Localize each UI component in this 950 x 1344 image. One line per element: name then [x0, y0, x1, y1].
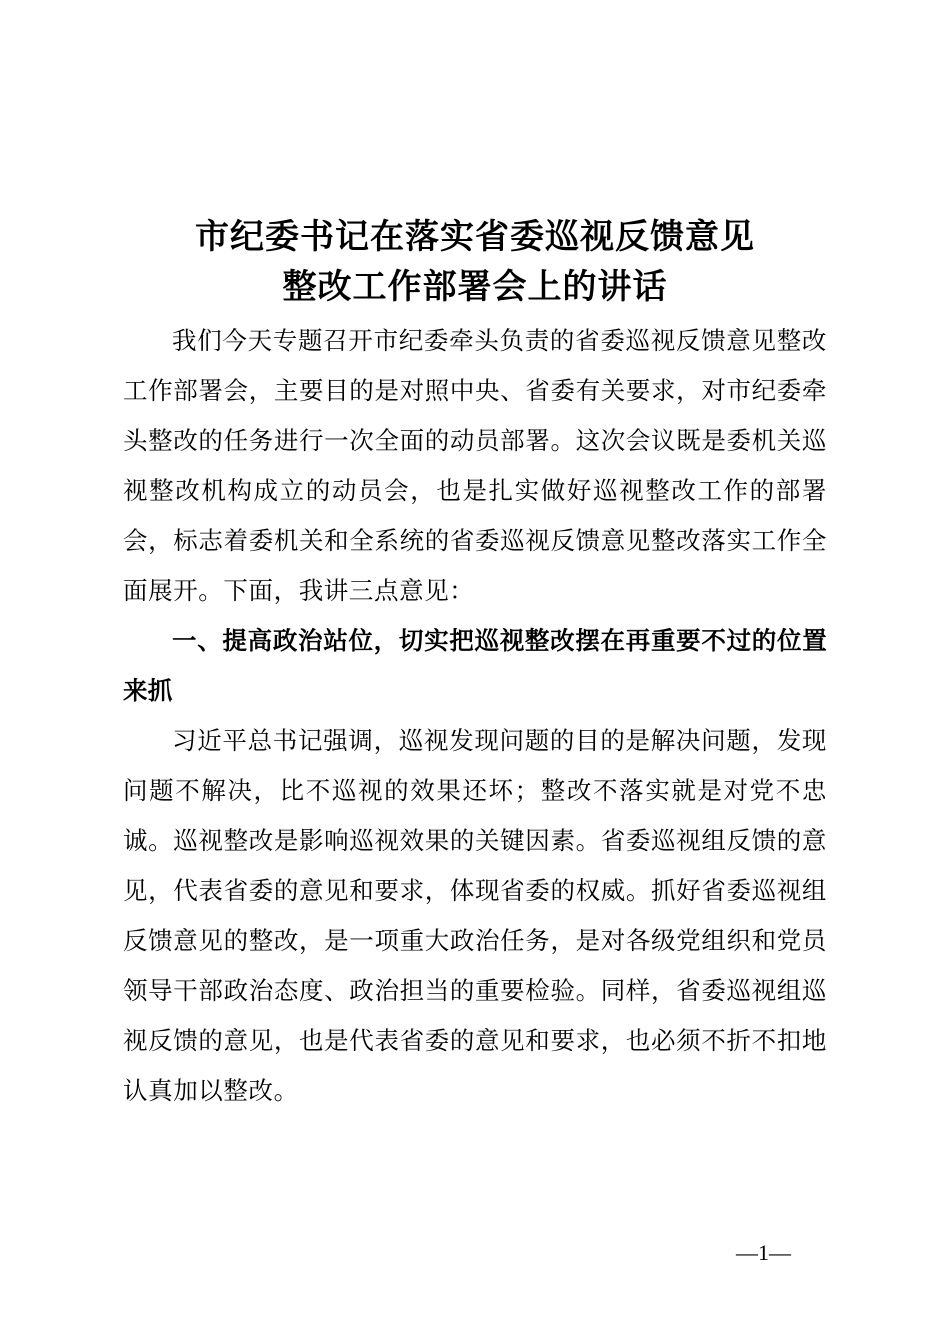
paragraph-section-1: 习近平总书记强调，巡视发现问题的目的是解决问题，发现问题不解决，比不巡视的效果还坏；整改不落实就是对党不忠诚。巡视整改是影响巡视效果的关键因素。省委巡视组反馈的意见，代表省委的意见和要求，体现省委的权威。抓好省委巡视组反馈意见的整改，是一项重大政治任务，是对各级党组织和党员领导干部政治态度、政治担当的重要检验。同样，省委巡视组巡视反馈的意见，也是代表省委的意见和要求，也必须不折不扣地认真加以整改。	[123, 726, 827, 1105]
document-title-line-2: 整改工作部署会上的讲话	[282, 267, 668, 307]
page-number: —1—	[736, 1240, 791, 1265]
section-heading-1: 一、提高政治站位，切实把巡视整改摆在再重要不过的位置来抓	[123, 626, 827, 705]
document-title-line-1: 市纪委书记在落实省委巡视反馈意见	[195, 217, 755, 257]
paragraph-intro: 我们今天专题召开市纪委牵头负责的省委巡视反馈意见整改工作部署会，主要目的是对照中央、省委有关要求，对市纪委牵头整改的任务进行一次全面的动员部署。这次会议既是委机关巡视整改机构成立的动员会，也是扎实做好巡视整改工作的部署会，标志着委机关和全系统的省委巡视反馈意见整改落实工作全面展开。下面，我讲三点意见：	[123, 326, 827, 605]
